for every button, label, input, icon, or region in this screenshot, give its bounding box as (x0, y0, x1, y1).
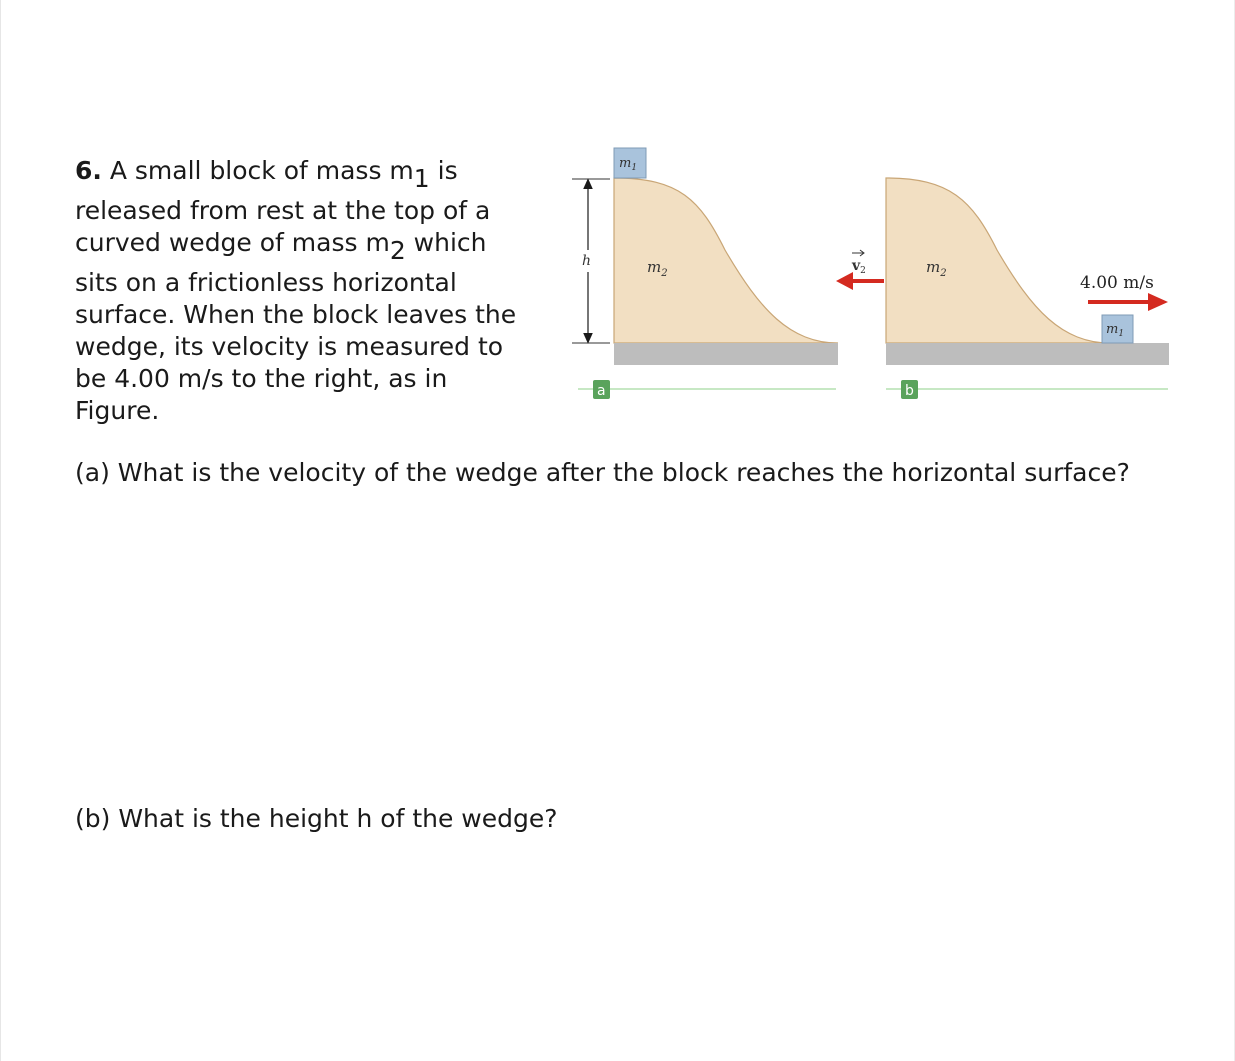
problem-text-1a: A small block of mass m (101, 156, 414, 185)
wedge-b (886, 178, 1110, 343)
block-b-label: $m_1$ (1106, 322, 1125, 339)
block-a-label: $m_1$ (619, 156, 638, 173)
tag-a-label: a (597, 383, 606, 399)
problem-text-3a: curved wedge of mass m (75, 228, 390, 257)
block-velocity-head (1148, 293, 1168, 311)
v2-arrow-shaft (850, 279, 884, 283)
problem-line-4: sits on a frictionless horizontal (75, 268, 457, 297)
panel-b (836, 178, 1169, 399)
wedge-b-label: $m_2$ (926, 258, 947, 279)
problem-line-8: Figure. (75, 396, 160, 425)
block-velocity-shaft (1088, 300, 1150, 304)
question-a: (a) What is the velocity of the wedge after the block reaches the horizontal surface? (75, 458, 1130, 487)
problem-number: 6. (75, 156, 102, 185)
ground-b (886, 343, 1169, 365)
subscript-1: 1 (413, 164, 430, 193)
v2-arrow-head (836, 272, 853, 290)
height-label: h (582, 253, 592, 269)
problem-line-6: wedge, its velocity is measured to (75, 332, 504, 361)
speed-label: 4.00 m/s (1080, 273, 1154, 293)
v2-vector-arrow-icon (852, 250, 864, 256)
v2-label: $v_2$ (852, 258, 866, 276)
wedge-a-label: $m_2$ (647, 258, 668, 279)
problem-line-2: released from rest at the top of a (75, 196, 491, 225)
problem-text-3b: which (405, 228, 487, 257)
problem-line-7: be 4.00 m/s to the right, as in (75, 364, 448, 393)
question-b: (b) What is the height h of the wedge? (75, 804, 558, 833)
problem-line-5: surface. When the block leaves the (75, 300, 517, 329)
ground-a (614, 343, 838, 365)
subscript-2: 2 (389, 236, 406, 265)
tag-b-label: b (905, 383, 914, 399)
problem-text-1b: is (429, 156, 458, 185)
panel-a (572, 148, 838, 399)
